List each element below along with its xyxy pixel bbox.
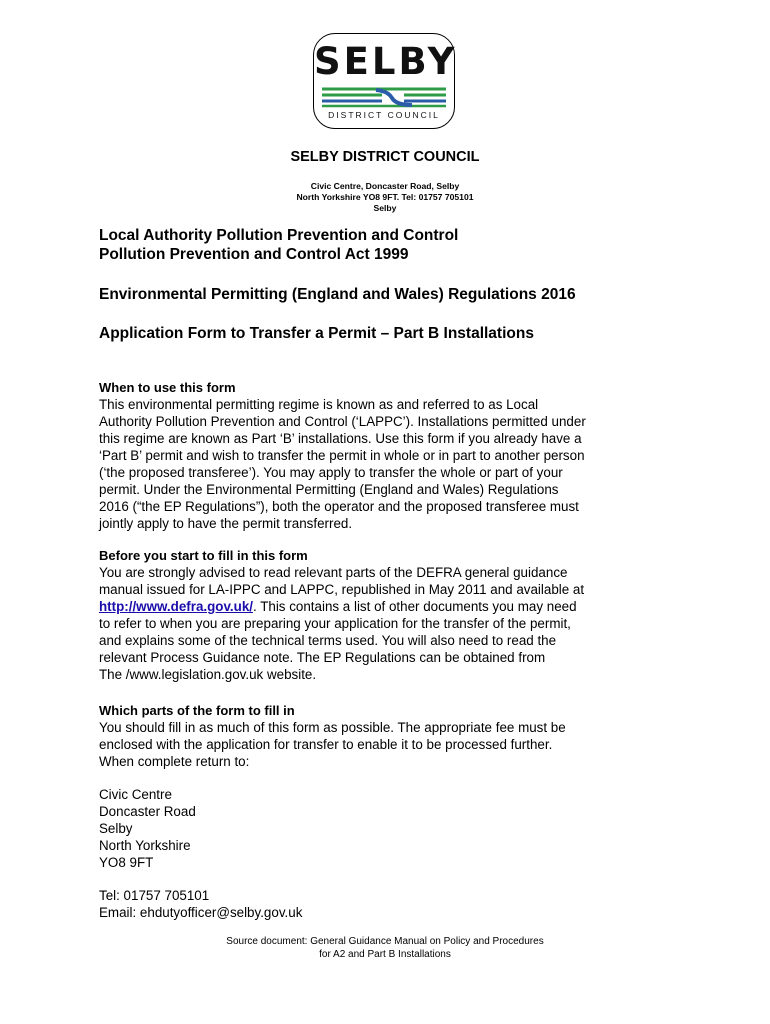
heading-lappc: Local Authority Pollution Prevention and Control	[99, 227, 459, 244]
selby-logo	[313, 33, 458, 129]
section-title-before: Before you start to fill in this form	[99, 548, 308, 563]
contact-tel: Tel: 01757 705101	[99, 888, 210, 903]
address-line: Selby	[373, 203, 397, 213]
logo-river-lines	[322, 86, 446, 108]
paragraph-line: ‘Part B’ permit and wish to transfer the permit in whole or in part to another person	[99, 448, 585, 463]
paragraph-line: this regime are known as Part ‘B’ installations. Use this form if you already have a	[99, 431, 582, 446]
heading-ep-regulations: Environmental Permitting (England and Wales) Regulations 2016	[99, 286, 576, 303]
return-address-line: North Yorkshire	[99, 838, 191, 853]
defra-link[interactable]: http://www.defra.gov.uk/	[99, 599, 253, 614]
heading-ppc-act: Pollution Prevention and Control Act 1999	[99, 246, 409, 263]
logo-subtitle: DISTRICT COUNCIL	[328, 110, 440, 120]
paragraph-line: enclosed with the application for transfer to enable it to be processed further.	[99, 737, 553, 752]
paragraph-line: jointly apply to have the permit transferred.	[99, 516, 353, 531]
council-name: SELBY DISTRICT COUNCIL	[290, 149, 480, 165]
return-address-line: YO8 9FT	[99, 855, 154, 870]
paragraph-line: permit. Under the Environmental Permitting (England and Wales) Regulations	[99, 482, 559, 497]
section-title-when: When to use this form	[99, 380, 236, 395]
return-address-line: Doncaster Road	[99, 804, 196, 819]
paragraph-line: (‘the proposed transferee’). You may apply to transfer the whole or part of your	[99, 465, 563, 480]
paragraph-line-with-link	[99, 599, 577, 614]
return-address-line: Civic Centre	[99, 787, 172, 802]
heading-application-form: Application Form to Transfer a Permit – Part B Installations	[99, 325, 534, 342]
paragraph-line: to refer to when you are preparing your application for the transfer of the permit,	[99, 616, 571, 631]
paragraph-line: and explains some of the technical terms used. You will also need to read the	[99, 633, 557, 648]
footer-line: for A2 and Part B Installations	[319, 949, 451, 960]
paragraph-line: You are strongly advised to read relevant parts of the DEFRA general guidance	[99, 565, 568, 580]
paragraph-line: 2016 (“the EP Regulations”), both the operator and the proposed transferee must	[99, 499, 579, 514]
address-line: Civic Centre, Doncaster Road, Selby	[310, 181, 460, 191]
footer-line: Source document: General Guidance Manual on Policy and Procedures	[226, 936, 544, 947]
paragraph-line: manual issued for LA-IPPC and LAPPC, republished in May 2011 and available at	[99, 582, 585, 597]
paragraph-line: This environmental permitting regime is known as and referred to as Local	[99, 397, 539, 412]
logo-wordmark: SELBY	[314, 40, 458, 83]
address-line: North Yorkshire YO8 9FT. Tel: 01757 705101	[296, 192, 474, 202]
link-trailing-text: . This contains a list of other documents you may need	[253, 599, 577, 614]
paragraph-line: You should fill in as much of this form as possible. The appropriate fee must be	[99, 720, 566, 735]
paragraph-line: relevant Process Guidance note. The EP Regulations can be obtained from	[99, 650, 546, 665]
paragraph-line: When complete return to:	[99, 754, 250, 769]
paragraph-line: Authority Pollution Prevention and Control (‘LAPPC’). Installations permitted under	[99, 414, 586, 429]
return-address-line: Selby	[99, 821, 133, 836]
section-title-which: Which parts of the form to fill in	[99, 703, 295, 718]
contact-email: Email: ehdutyofficer@selby.gov.uk	[99, 905, 303, 920]
paragraph-line: The /www.legislation.gov.uk website.	[99, 667, 317, 682]
